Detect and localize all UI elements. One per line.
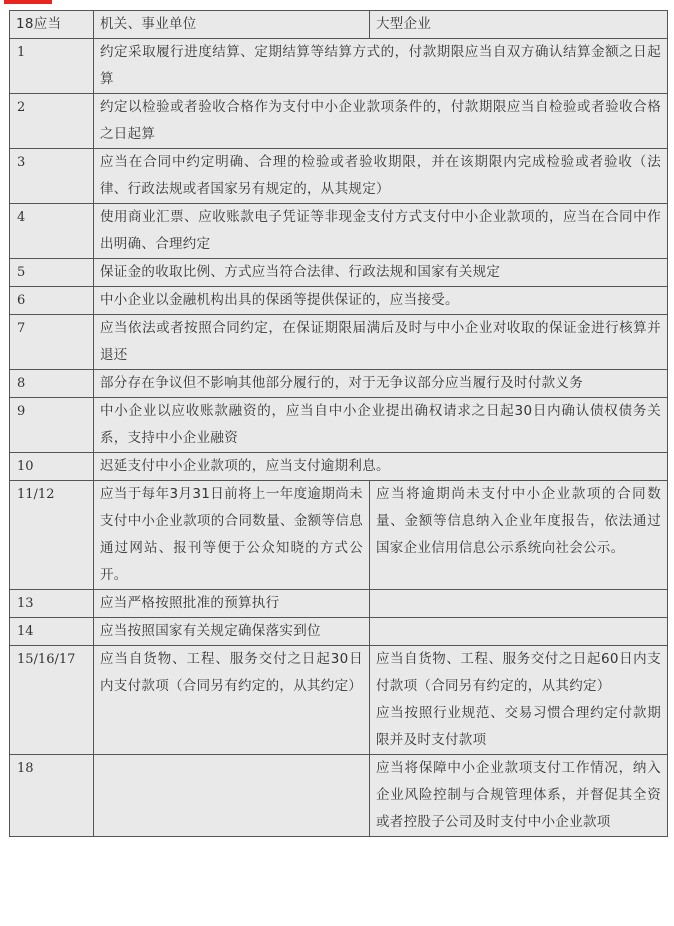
row-enterprise-text [370, 618, 668, 646]
row-number: 18 [10, 755, 94, 837]
row-number: 3 [10, 149, 94, 204]
row-enterprise-text: 应当自货物、工程、服务交付之日起60日内支付款项（合同另有约定的，从其约定） [376, 651, 661, 694]
row-shared-text: 应当在合同中约定明确、合理的检验或者验收期限，并在该期限内完成检验或者验收（法律、行政法规或者国家另有规定的，从其规定） [94, 149, 668, 204]
table-row [10, 481, 668, 590]
row-enterprise-text: 应当将保障中小企业款项支付工作情况，纳入企业风险控制与合规管理体系，并督促其全资或者控股子公司及时支付中小企业款项 [370, 755, 668, 837]
row-number: 13 [10, 590, 94, 618]
row-number: 9 [10, 398, 94, 453]
row-number: 5 [10, 259, 94, 287]
header-col-enterprise: 大型企业 [370, 11, 668, 39]
row-number: 11/12 [10, 481, 94, 590]
row-enterprise-text-extra: 应当按照行业规范、交易习惯合理约定付款期限并及时支付款项 [376, 705, 661, 748]
table-row [10, 149, 668, 204]
row-gov-text [94, 755, 370, 837]
row-number: 7 [10, 315, 94, 370]
row-number: 1 [10, 39, 94, 94]
accent-bar [4, 0, 52, 4]
table-row [10, 94, 668, 149]
row-gov-text: 应当自货物、工程、服务交付之日起30日内支付款项（合同另有约定的，从其约定） [94, 646, 370, 755]
header-col-gov: 机关、事业单位 [94, 11, 370, 39]
row-shared-text: 约定以检验或者验收合格作为支付中小企业款项条件的，付款期限应当自检验或者验收合格之日起算 [94, 94, 668, 149]
row-number: 15/16/17 [10, 646, 94, 755]
row-number: 2 [10, 94, 94, 149]
table-row [10, 646, 668, 755]
table-row [10, 287, 668, 315]
row-enterprise-text [370, 590, 668, 618]
table-row [10, 204, 668, 259]
table-row [10, 370, 668, 398]
payment-rules-table [9, 10, 668, 837]
row-gov-text: 应当于每年3月31日前将上一年度逾期尚未支付中小企业款项的合同数量、金额等信息通过网站、报刊等便于公众知晓的方式公开。 [94, 481, 370, 590]
row-gov-text: 应当严格按照批准的预算执行 [94, 590, 370, 618]
row-gov-text: 应当按照国家有关规定确保落实到位 [94, 618, 370, 646]
header-col-index: 18应当 [10, 11, 94, 39]
row-number: 4 [10, 204, 94, 259]
row-shared-text: 应当依法或者按照合同约定，在保证期限届满后及时与中小企业对收取的保证金进行核算并退还 [94, 315, 668, 370]
header-row [10, 11, 668, 39]
row-shared-text: 使用商业汇票、应收账款电子凭证等非现金支付方式支付中小企业款项的，应当在合同中作出明确、合理约定 [94, 204, 668, 259]
row-shared-text: 约定采取履行进度结算、定期结算等结算方式的，付款期限应当自双方确认结算金额之日起算 [94, 39, 668, 94]
table-row [10, 315, 668, 370]
row-shared-text: 中小企业以金融机构出具的保函等提供保证的，应当接受。 [94, 287, 668, 315]
table-row [10, 618, 668, 646]
row-shared-text: 迟延支付中小企业款项的，应当支付逾期利息。 [94, 453, 668, 481]
table-row [10, 259, 668, 287]
row-shared-text: 部分存在争议但不影响其他部分履行的，对于无争议部分应当履行及时付款义务 [94, 370, 668, 398]
table-row [10, 590, 668, 618]
row-number: 8 [10, 370, 94, 398]
row-shared-text: 保证金的收取比例、方式应当符合法律、行政法规和国家有关规定 [94, 259, 668, 287]
table-row [10, 453, 668, 481]
table-row [10, 39, 668, 94]
row-number: 6 [10, 287, 94, 315]
row-number: 10 [10, 453, 94, 481]
row-shared-text: 中小企业以应收账款融资的，应当自中小企业提出确权请求之日起30日内确认债权债务关系，支持中小企业融资 [94, 398, 668, 453]
table-row [10, 398, 668, 453]
table-row [10, 755, 668, 837]
row-enterprise-text: 应当将逾期尚未支付中小企业款项的合同数量、金额等信息纳入企业年度报告，依法通过国家企业信用信息公示系统向社会公示。 [370, 481, 668, 590]
row-number: 14 [10, 618, 94, 646]
row-enterprise-cell [370, 646, 668, 755]
